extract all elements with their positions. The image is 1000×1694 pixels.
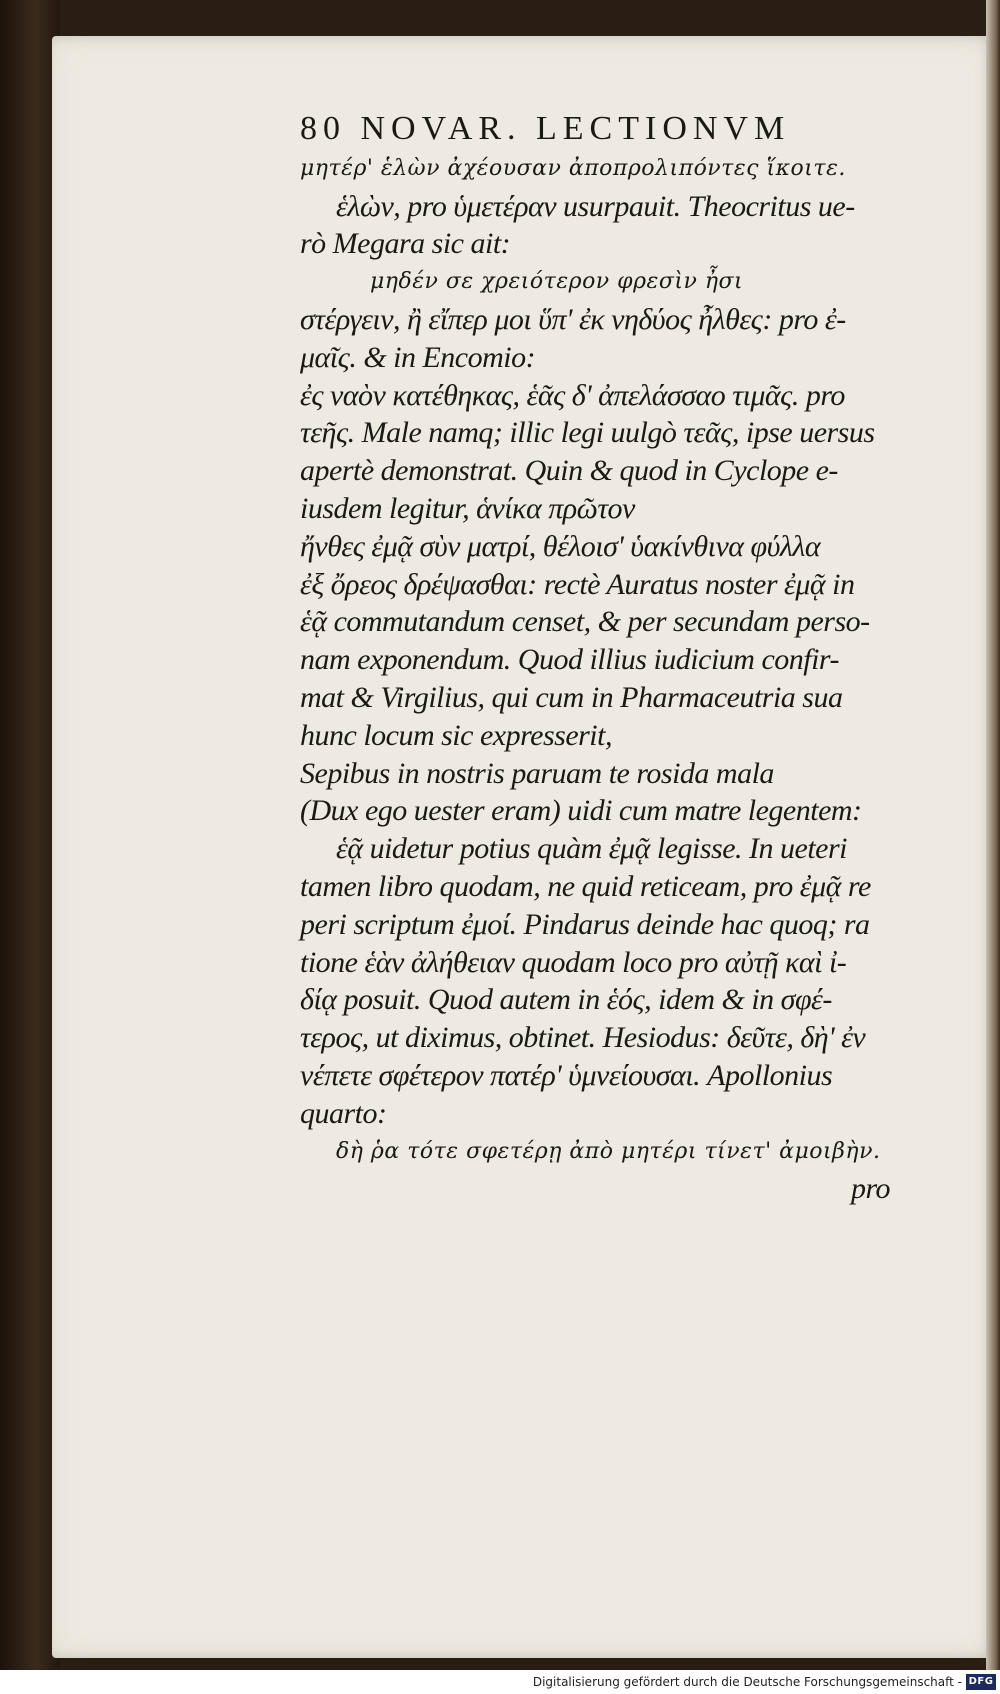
text-line: μηδέν σε χρειότερον φρεσὶν ἦσι xyxy=(370,269,744,295)
text-line: τεῆς. Male namq; illic legi uulgò τεᾶς, ipse uersus xyxy=(300,416,875,450)
text-line: nam exponendum. Quod illius iudicium confir- xyxy=(300,643,839,677)
text-line: pro xyxy=(850,1172,890,1206)
text-line: ἤνθες ἐμᾷ σὺν ματρί, θέλοισ' ὑακίνθινα φύλλα xyxy=(300,529,821,563)
text-line: hunc locum sic expresserit, xyxy=(300,718,612,752)
text-line: Sepibus in nostris paruam te rosida mala xyxy=(300,756,774,790)
running-header: 80 NOVAR. LECTIONVM xyxy=(300,110,791,147)
text-line: δὴ ῥα τότε σφετέρῃ ἀπὸ μητέρι τίνετ' ἀμοιβὴν. xyxy=(336,1138,881,1164)
text-line: tione ἑὰν ἀλήθειαν quodam loco pro αὐτῇ καὶ ἰ- xyxy=(300,945,847,979)
body-lines xyxy=(300,150,910,1208)
text-line: ἐς ναὸν κατέθηκας, ἑᾶς δ' ἀπελάσσαο τιμᾶς. pro xyxy=(300,378,845,412)
text-line: iusdem legitur, ἁνίκα πρῶτον xyxy=(300,491,635,525)
text-line: ἐξ ὄρεος δρέψασθαι: rectè Auratus noster ἐμᾷ in xyxy=(300,567,855,601)
text-line: δίᾳ posuit. Quod autem in ἑός, idem & in σφέ- xyxy=(300,983,832,1017)
text-line: ἑλὼν, pro ὑμετέραν usurpauit. Theocritus ue- xyxy=(336,189,855,223)
footer-text: Digitalisierung gefördert durch die Deutsche Forschungsgemeinschaft - xyxy=(532,1675,962,1689)
text-line: mat & Virgilius, qui cum in Pharmaceutria sua xyxy=(300,680,843,714)
dfg-logo: DFG xyxy=(966,1674,996,1690)
text-line: μαῖς. & in Encomio: xyxy=(300,340,536,374)
text-line: νέπετε σφέτερον πατέρ' ὑμνείουσαι. Apollonius xyxy=(300,1058,833,1092)
text-line: tamen libro quodam, ne quid reticeam, pro ἐμᾷ re xyxy=(300,869,871,903)
page-edge xyxy=(986,0,1000,1670)
text-line: στέργειν, ἢ εἴπερ μοι ὕπ' ἐκ νηδύος ἦλθες: pro ἐ- xyxy=(300,302,846,336)
text-line: ἑᾷ commutandum censet, & per secundam perso- xyxy=(300,605,870,639)
text-line: τερος, ut diximus, obtinet. Hesiodus: δεῦτε, δὴ' ἐν xyxy=(300,1021,866,1055)
text-block xyxy=(300,110,910,1208)
text-line: peri scriptum ἐμοί. Pindarus deinde hac quoq; ra xyxy=(300,907,870,941)
text-line: μητέρ' ἑλὼν ἀχέουσαν ἀποπρολιπόντες ἵκοιτε. xyxy=(300,155,846,181)
text-line: apertè demonstrat. Quin & quod in Cyclope e- xyxy=(300,454,838,488)
book-binding xyxy=(0,0,60,1670)
text-line: rò Megara sic ait: xyxy=(300,227,511,261)
text-line: quarto: xyxy=(300,1096,387,1130)
digitization-footer xyxy=(0,1672,1000,1694)
text-line: ἑᾷ uidetur potius quàm ἐμᾷ legisse. In ueteri xyxy=(336,832,847,866)
text-line: (Dux ego uester eram) uidi cum matre legentem: xyxy=(300,794,862,828)
